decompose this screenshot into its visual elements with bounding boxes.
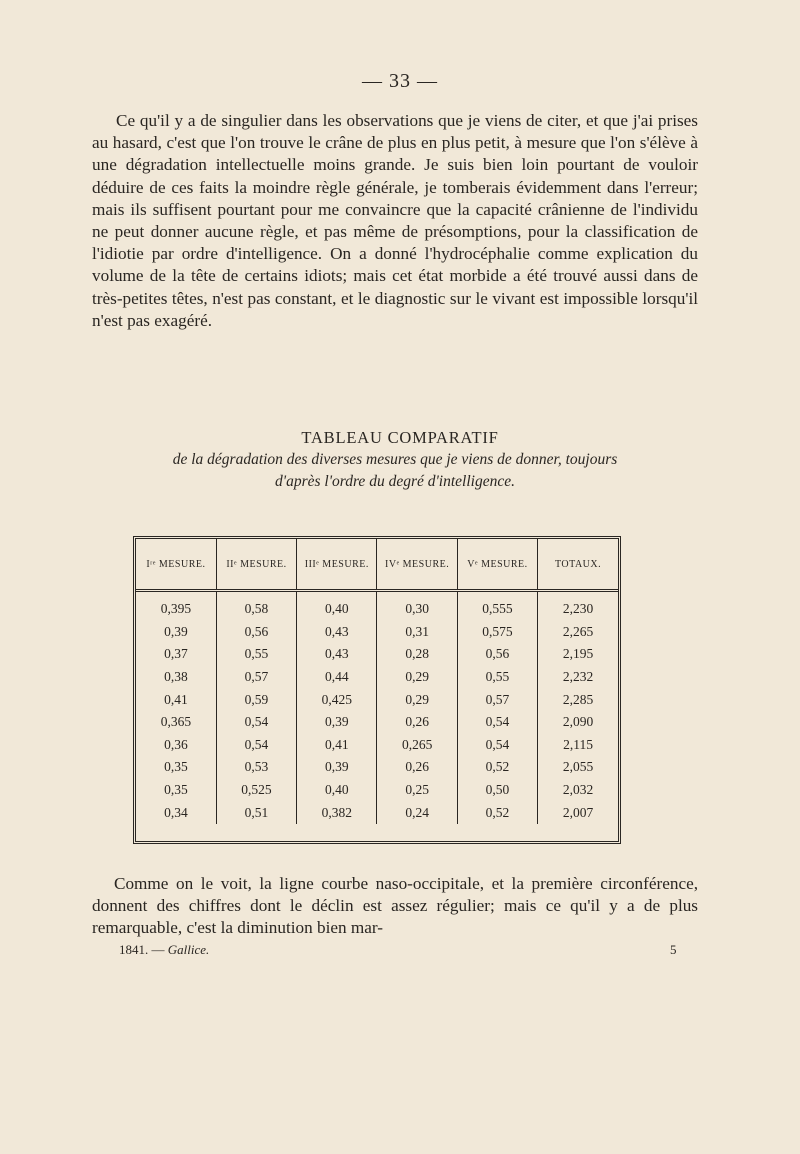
table-cell: 0,525 bbox=[216, 779, 296, 802]
table-cell: 0,41 bbox=[297, 734, 377, 757]
table-cell: 0,39 bbox=[297, 711, 377, 734]
table-cell: 0,36 bbox=[136, 734, 216, 757]
table-cell: 0,425 bbox=[297, 688, 377, 711]
table-cell: 0,555 bbox=[457, 591, 537, 621]
table-cell: 0,57 bbox=[457, 688, 537, 711]
table-cell: 0,58 bbox=[216, 591, 296, 621]
table-cell: 2,032 bbox=[562, 782, 594, 798]
header-mesure-3: IIIᵉ MESURE. bbox=[297, 539, 377, 591]
page-number: — 33 — bbox=[362, 70, 438, 92]
table-cell: 0,24 bbox=[377, 801, 457, 824]
table-cell: 2,265 bbox=[562, 623, 594, 639]
table-row bbox=[136, 779, 618, 802]
table-cell: 0,39 bbox=[136, 621, 216, 644]
header-mesure-2: IIᵉ MESURE. bbox=[216, 539, 296, 591]
table-cell: 2,090 bbox=[562, 714, 594, 730]
table-cell: 0,43 bbox=[297, 621, 377, 644]
table-row bbox=[136, 688, 618, 711]
table-cell: 0,55 bbox=[457, 666, 537, 689]
paragraph-conclusion: Comme on le voit, la ligne courbe naso-occipitale, et la première circonférence, donnent des chiffres dont le déclin est assez régulier; mais ce qu'il y a de plus remarquable, c'est la diminution bien mar- bbox=[92, 874, 698, 938]
table-row bbox=[136, 643, 618, 666]
table-cell: 2,230 bbox=[562, 601, 594, 617]
comparison-table bbox=[133, 536, 621, 844]
table-cell: 0,265 bbox=[377, 734, 457, 757]
table-cell: 0,26 bbox=[377, 711, 457, 734]
header-mesure-1: Iʳᵉ MESURE. bbox=[136, 539, 216, 591]
footer-imprint bbox=[119, 942, 209, 958]
table-cell: 2,115 bbox=[563, 736, 593, 752]
table-cell: 0,30 bbox=[377, 591, 457, 621]
table-cell: 0,56 bbox=[216, 621, 296, 644]
table-cell: 0,41 bbox=[136, 688, 216, 711]
table-row bbox=[136, 756, 618, 779]
header-mesure-4: IVᵉ MESURE. bbox=[377, 539, 457, 591]
table-cell: 0,35 bbox=[136, 756, 216, 779]
table-cell: 0,29 bbox=[377, 666, 457, 689]
table-cell: 0,39 bbox=[297, 756, 377, 779]
table-cell: 0,40 bbox=[297, 779, 377, 802]
table-cell: 0,52 bbox=[457, 801, 537, 824]
table-cell: 0,57 bbox=[216, 666, 296, 689]
table-cell: 0,38 bbox=[136, 666, 216, 689]
table-cell: 0,59 bbox=[216, 688, 296, 711]
table-cell: 0,25 bbox=[377, 779, 457, 802]
table-cell: 0,56 bbox=[457, 643, 537, 666]
table-cell: 0,54 bbox=[457, 711, 537, 734]
table-cell: 2,285 bbox=[562, 691, 594, 707]
footer-source: Gallice. bbox=[167, 942, 210, 957]
table-cell: 0,382 bbox=[297, 801, 377, 824]
table-row bbox=[136, 711, 618, 734]
table-cell: 0,54 bbox=[457, 734, 537, 757]
table-cell: 0,54 bbox=[216, 711, 296, 734]
table-row bbox=[136, 591, 618, 621]
table-cell: 2,232 bbox=[562, 669, 594, 685]
table-cell: 2,055 bbox=[562, 759, 594, 775]
table-cell: 0,44 bbox=[297, 666, 377, 689]
table-cell: 0,28 bbox=[377, 643, 457, 666]
table-cell: 0,50 bbox=[457, 779, 537, 802]
table-cell: 0,34 bbox=[136, 801, 216, 824]
header-totaux: TOTAUX. bbox=[538, 539, 618, 591]
table-cell: 0,40 bbox=[297, 591, 377, 621]
table-row bbox=[136, 621, 618, 644]
table-row bbox=[136, 801, 618, 824]
table-cell: 0,52 bbox=[457, 756, 537, 779]
table-body bbox=[136, 591, 618, 824]
table-subtitle-line2: d'après l'ordre du degré d'intelligence. bbox=[275, 473, 515, 490]
table-cell: 0,53 bbox=[216, 756, 296, 779]
table-cell: 0,575 bbox=[457, 621, 537, 644]
table-cell: 2,195 bbox=[562, 646, 594, 662]
header-mesure-5: Vᵉ MESURE. bbox=[457, 539, 537, 591]
footer-signature: 5 bbox=[670, 942, 677, 957]
table-cell: 0,29 bbox=[377, 688, 457, 711]
table-cell: 0,31 bbox=[377, 621, 457, 644]
table-cell: 0,395 bbox=[136, 591, 216, 621]
table-cell: 0,35 bbox=[136, 779, 216, 802]
table-cell: 0,54 bbox=[216, 734, 296, 757]
table-cell: 0,365 bbox=[136, 711, 216, 734]
table-row bbox=[136, 666, 618, 689]
table-title: TABLEAU COMPARATIF bbox=[301, 428, 499, 447]
table-subtitle-line1: de la dégradation des diverses mesures que je viens de donner, toujours bbox=[172, 451, 618, 468]
table-cell: 2,007 bbox=[562, 804, 594, 820]
table-cell: 0,43 bbox=[297, 643, 377, 666]
table-cell: 0,51 bbox=[216, 801, 296, 824]
table-row bbox=[136, 734, 618, 757]
table-cell: 0,37 bbox=[136, 643, 216, 666]
table-cell: 0,55 bbox=[216, 643, 296, 666]
footer-year: 1841. — bbox=[119, 942, 165, 957]
table-header-row bbox=[136, 539, 618, 591]
paragraph-intro: Ce qu'il y a de singulier dans les observations que je viens de citer, et que j'ai prises au hasard, c'est que l'on trouve le crâne de plus en plus petit, à mesure que l'on s'élève à une dégradation intellectuelle moins grande. Je suis bien loin pourtant de vouloir déduire de ces faits la moindre règle générale, je tomberais évidemment dans l'erreur; mais ils suffisent pourtant pour me convaincre que la capacité crânienne de l'individu ne peut donner aucune règle, et pas même de présomptions, pour la classification de l'idiotie par ordre d'intelligence. On a donné l'hydrocéphalie comme explication du volume de la tête de certains idiots; mais cet état morbide a été trouvé aussi dans de très-petites têtes, n'est pas constant, et le diagnostic sur le vivant est impossible lorsqu'il n'est pas exagéré. bbox=[92, 111, 698, 330]
table-cell: 0,26 bbox=[377, 756, 457, 779]
